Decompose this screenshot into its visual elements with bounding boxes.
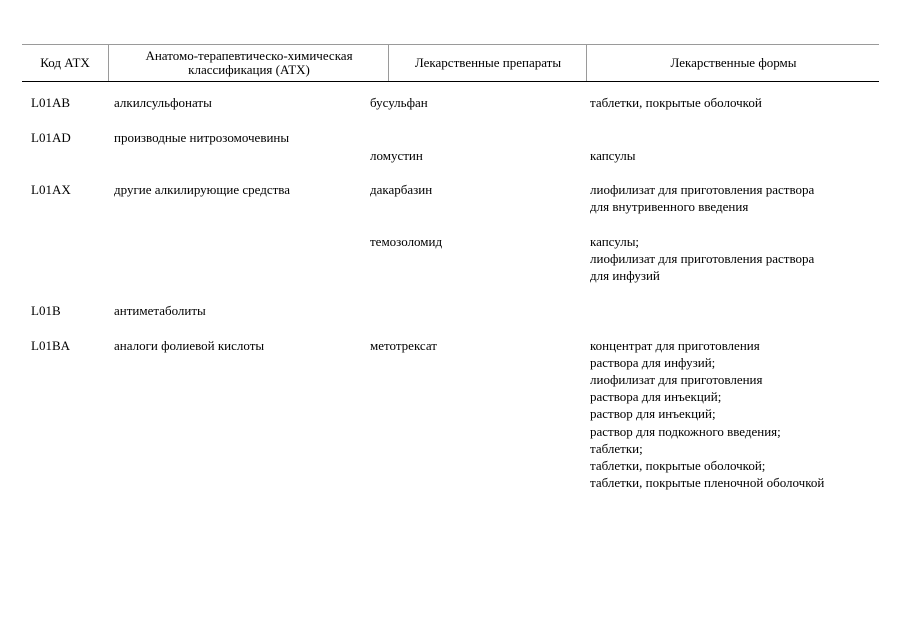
row-drug: темозоломид <box>370 234 443 249</box>
header-forms: Лекарственные формы <box>586 45 880 81</box>
row-drug: метотрексат <box>370 338 437 353</box>
header-classification-line2: классификация (АТХ) <box>188 62 310 77</box>
row-form: таблетки, покрытые оболочкой; <box>590 458 766 473</box>
row-form: раствор для подкожного введения; <box>590 424 781 439</box>
row-form: для инфузий <box>590 268 660 283</box>
row-code: L01AX <box>31 182 71 197</box>
row-form: для внутривенного введения <box>590 199 749 214</box>
row-code: L01AD <box>31 130 71 145</box>
row-form: раствора для инфузий; <box>590 355 716 370</box>
row-form: лиофилизат для приготовления раствора <box>590 182 815 197</box>
row-classification: производные нитрозомочевины <box>114 130 290 145</box>
row-form: таблетки; <box>590 441 643 456</box>
row-form: концентрат для приготовления <box>590 338 760 353</box>
row-classification: антиметаболиты <box>114 303 206 318</box>
row-form: таблетки, покрытые пленочной оболочкой <box>590 475 825 490</box>
row-form: капсулы; <box>590 234 640 249</box>
row-form: раствор для инъекций; <box>590 406 716 421</box>
row-code: L01B <box>31 303 61 318</box>
row-classification: другие алкилирующие средства <box>114 182 291 197</box>
row-form: лиофилизат для приготовления раствора <box>590 251 815 266</box>
header-classification <box>108 45 389 81</box>
row-code: L01AB <box>31 95 70 110</box>
header-drugs: Лекарственные препараты <box>388 45 587 81</box>
table-header <box>22 44 879 82</box>
row-classification: аналоги фолиевой кислоты <box>114 338 265 353</box>
row-drug: дакарбазин <box>370 182 433 197</box>
row-drug: бусульфан <box>370 95 428 110</box>
header-code: Код АТХ <box>40 55 90 70</box>
row-form: таблетки, покрытые оболочкой <box>590 95 762 110</box>
row-form: раствора для инъекций; <box>590 389 722 404</box>
row-drug: ломустин <box>370 148 423 163</box>
row-form: капсулы <box>590 148 636 163</box>
row-code: L01BA <box>31 338 70 353</box>
row-classification: алкилсульфонаты <box>114 95 212 110</box>
header-classification-line1: Анатомо-терапевтическо-химическая <box>145 48 353 63</box>
row-form: лиофилизат для приготовления <box>590 372 763 387</box>
